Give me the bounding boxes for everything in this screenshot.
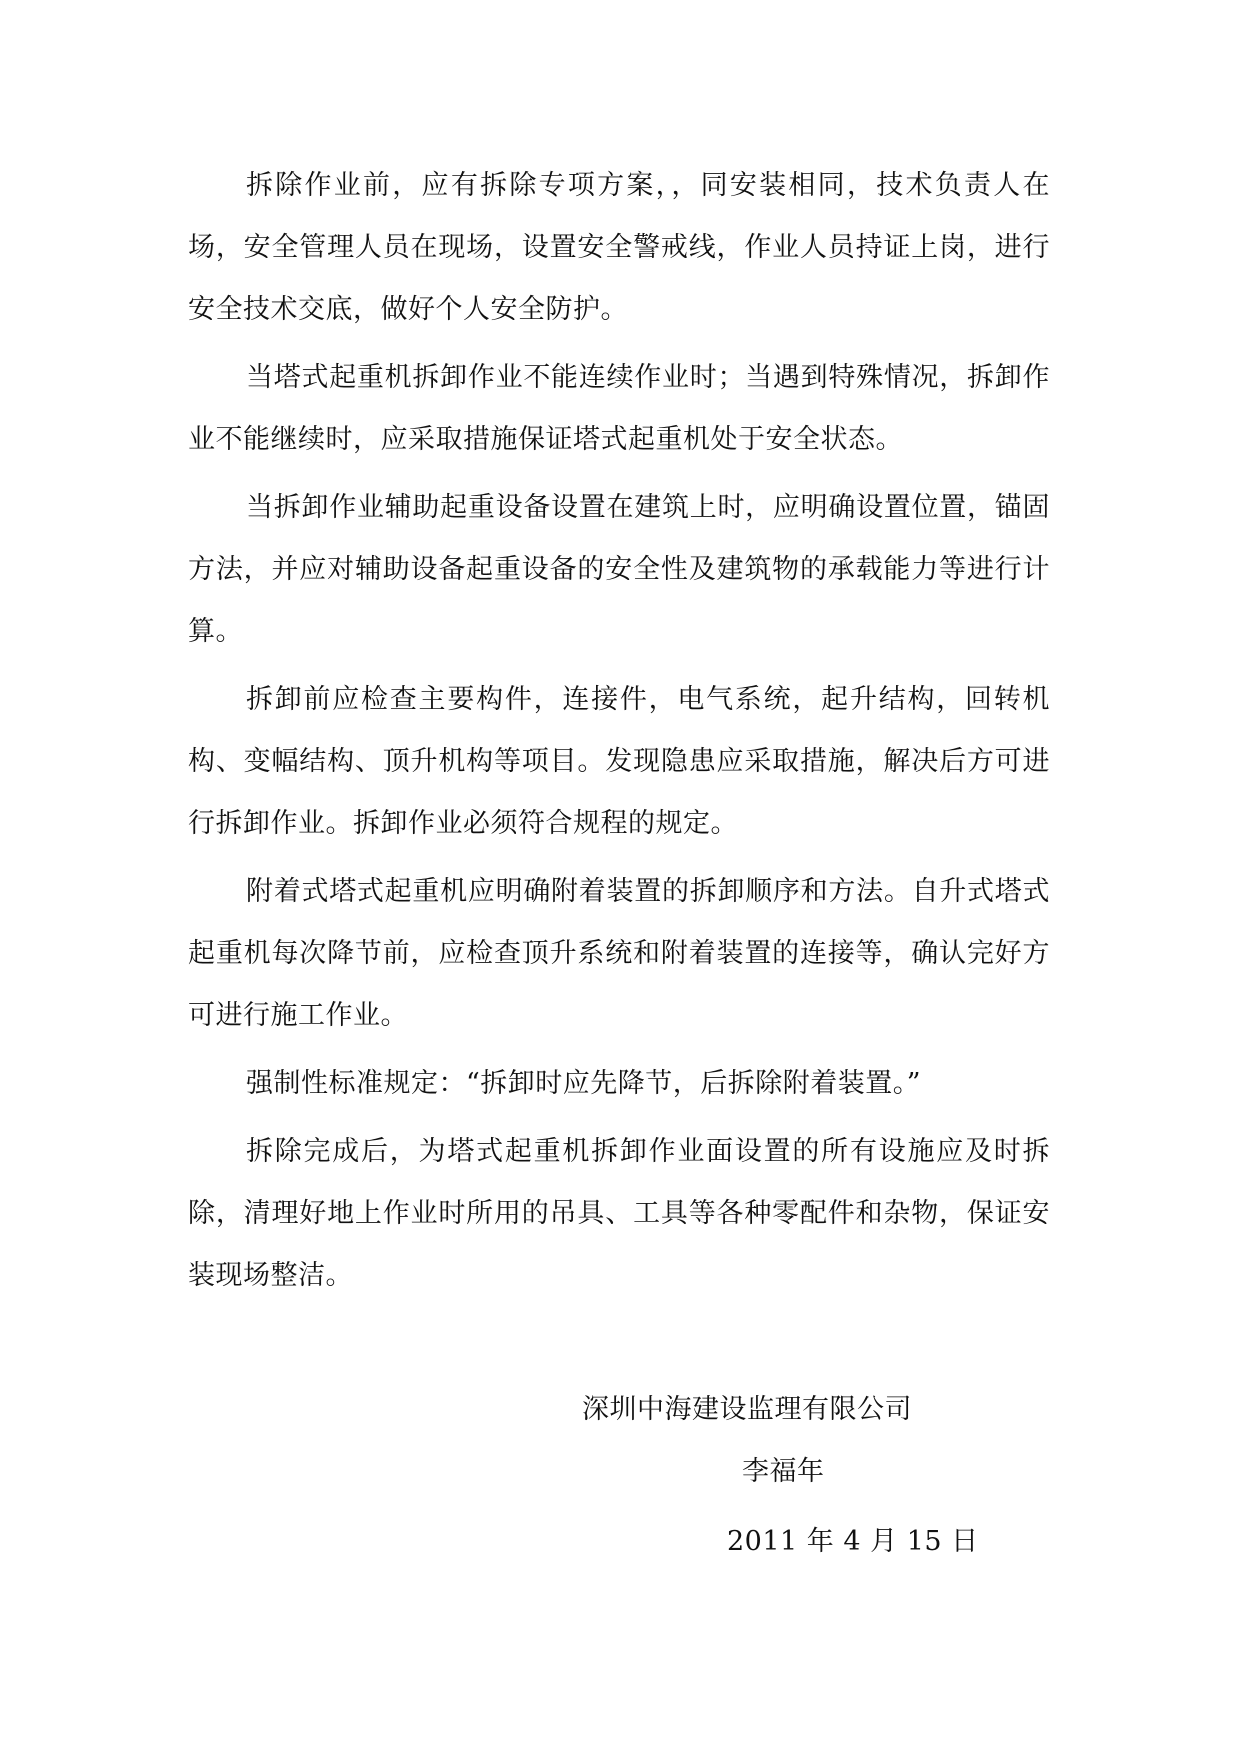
signature-name: 李福年 [742, 1456, 825, 1487]
paragraph-pre-inspection: 拆卸前应检查主要构件，连接件，电气系统，起升结构，回转机构、变幅结构、顶升机构等项目。发现隐患应采取措施，解决后方可进行拆卸作业。拆卸作业必须符合规程的规定。 [188, 684, 1050, 839]
document-body [188, 155, 1050, 1313]
paragraph-attachment-order: 附着式塔式起重机应明确附着装置的拆卸顺序和方法。自升式塔式起重机每次降节前，应检查顶升系统和附着装置的连接等，确认完好方可进行施工作业。 [188, 876, 1050, 1031]
paragraph-site-cleanup: 拆除完成后，为塔式起重机拆卸作业面设置的所有设施应及时拆除，清理好地上作业时所用的吊具、工具等各种零配件和杂物，保证安装现场整洁。 [188, 1136, 1050, 1291]
paragraph-mandatory-standard: 强制性标准规定：“拆卸时应先降节，后拆除附着装置。” [246, 1068, 922, 1099]
signature-company: 深圳中海建设监理有限公司 [582, 1394, 912, 1425]
paragraph-dismantling-prep: 拆除作业前，应有拆除专项方案，，同安装相同，技术负责人在场，安全管理人员在现场，设置安全警戒线，作业人员持证上岗，进行安全技术交底，做好个人安全防护。 [188, 170, 1050, 325]
paragraph-auxiliary-equipment: 当拆卸作业辅助起重设备设置在建筑上时，应明确设置位置，锚固方法，并应对辅助设备起重设备的安全性及建筑物的承载能力等进行计算。 [188, 492, 1050, 647]
paragraph-discontinuous-work: 当塔式起重机拆卸作业不能连续作业时；当遇到特殊情况，拆卸作业不能继续时，应采取措施保证塔式起重机处于安全状态。 [188, 362, 1050, 455]
signature-date: 2011 年 4 月 15 日 [727, 1526, 979, 1557]
